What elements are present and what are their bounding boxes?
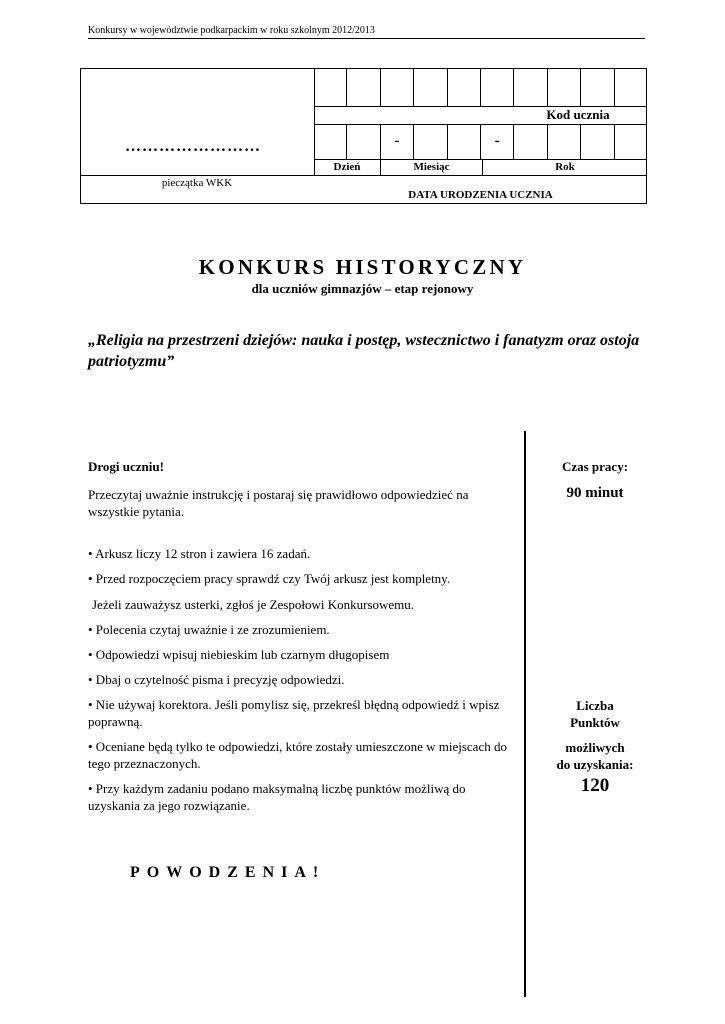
- date-separator: -: [381, 124, 414, 159]
- month-cell[interactable]: [414, 124, 447, 159]
- year-cell[interactable]: [615, 124, 647, 159]
- student-code-label: Kod ucznia: [546, 107, 610, 122]
- student-code-label-row: [314, 106, 647, 125]
- greeting: Drogi uczniu!: [88, 459, 164, 474]
- birth-date-cells: [314, 124, 647, 160]
- points-label-line: Punktów: [570, 715, 620, 730]
- points-label-line: możliwych: [565, 740, 625, 755]
- points-label: [540, 697, 650, 773]
- day-cell[interactable]: [347, 124, 380, 159]
- work-time-label: Czas pracy:: [561, 459, 629, 474]
- instruction-item: • Przy każdym zadaniu podano maksymalną liczbę punktów możliwą do uzyskania za jego rozwiązanie.: [88, 781, 466, 813]
- points-value: 120: [580, 775, 610, 796]
- column-divider: [524, 431, 526, 997]
- subtitle: dla uczniów gimnazjów – etap rejonowy: [251, 281, 474, 296]
- instruction-item: • Oceniane będą tylko te odpowiedzi, które zostały umieszczone w miejscach do tego przeznaczonych.: [88, 739, 507, 771]
- code-cell[interactable]: [615, 68, 647, 106]
- instruction-item: Jeżeli zauważysz usterki, zgłoś je Zespołowi Konkursowemu.: [92, 597, 415, 612]
- code-cell[interactable]: [548, 68, 581, 106]
- instruction-item: • Przed rozpoczęciem pracy sprawdź czy Twój arkusz jest kompletny.: [88, 571, 451, 586]
- competition-theme: „Religia na przestrzeni dziejów: nauka i postęp, wstecznictwo i fanatyzm oraz ostoja patriotyzmu”: [88, 332, 640, 370]
- year-cell[interactable]: [514, 124, 547, 159]
- month-label: Miesiąc: [381, 159, 483, 175]
- stamp-label: pieczątka WKK: [161, 177, 233, 189]
- running-header: Konkursy w województwie podkarpackim w roku szkolnym 2012/2013: [88, 24, 645, 39]
- instruction-item: • Arkusz liczy 12 stron i zawiera 16 zadań.: [88, 546, 311, 561]
- code-cell[interactable]: [581, 68, 614, 106]
- instruction-item: • Dbaj o czytelność pisma i precyzję odpowiedzi.: [88, 672, 345, 687]
- points-label-line: Liczba: [576, 698, 614, 713]
- year-cell[interactable]: [581, 124, 614, 159]
- day-label: Dzień: [314, 159, 381, 175]
- code-cell[interactable]: [481, 68, 514, 106]
- student-code-cells: [314, 68, 647, 107]
- date-separator: -: [481, 124, 514, 159]
- points-label-line: do uzyskania:: [556, 757, 634, 772]
- day-cell[interactable]: [314, 124, 347, 159]
- good-luck-message: POWODZENIA!: [130, 864, 326, 881]
- month-cell[interactable]: [448, 124, 481, 159]
- stamp-separator: [80, 175, 314, 176]
- page-title: KONKURS HISTORYCZNY: [198, 255, 527, 279]
- code-cell[interactable]: [514, 68, 547, 106]
- instruction-item: • Odpowiedzi wpisuj niebieskim lub czarnym długopisem: [88, 647, 390, 662]
- intro-text: Przeczytaj uważnie instrukcję i postaraj się prawidłowo odpowiedzieć na wszystkie pytania.: [88, 487, 469, 519]
- instruction-item: • Polecenia czytaj uważnie i ze zrozumieniem.: [88, 622, 330, 637]
- instruction-item: • Nie używaj korektora. Jeśli pomylisz się, przekreśl błędną odpowiedź i wpisz poprawną.: [88, 697, 500, 729]
- year-label: Rok: [555, 161, 575, 173]
- code-cell[interactable]: [448, 68, 481, 106]
- work-time-value: 90 minut: [566, 485, 624, 501]
- code-cell[interactable]: [314, 68, 347, 106]
- code-cell[interactable]: [414, 68, 447, 106]
- code-cell[interactable]: [347, 68, 380, 106]
- birth-date-title: DATA URODZENIA UCZNIA: [408, 189, 553, 201]
- year-cell[interactable]: [548, 124, 581, 159]
- code-cell[interactable]: [381, 68, 414, 106]
- birth-date-labels: [314, 159, 647, 176]
- stamp-placeholder: ……………………: [125, 138, 261, 155]
